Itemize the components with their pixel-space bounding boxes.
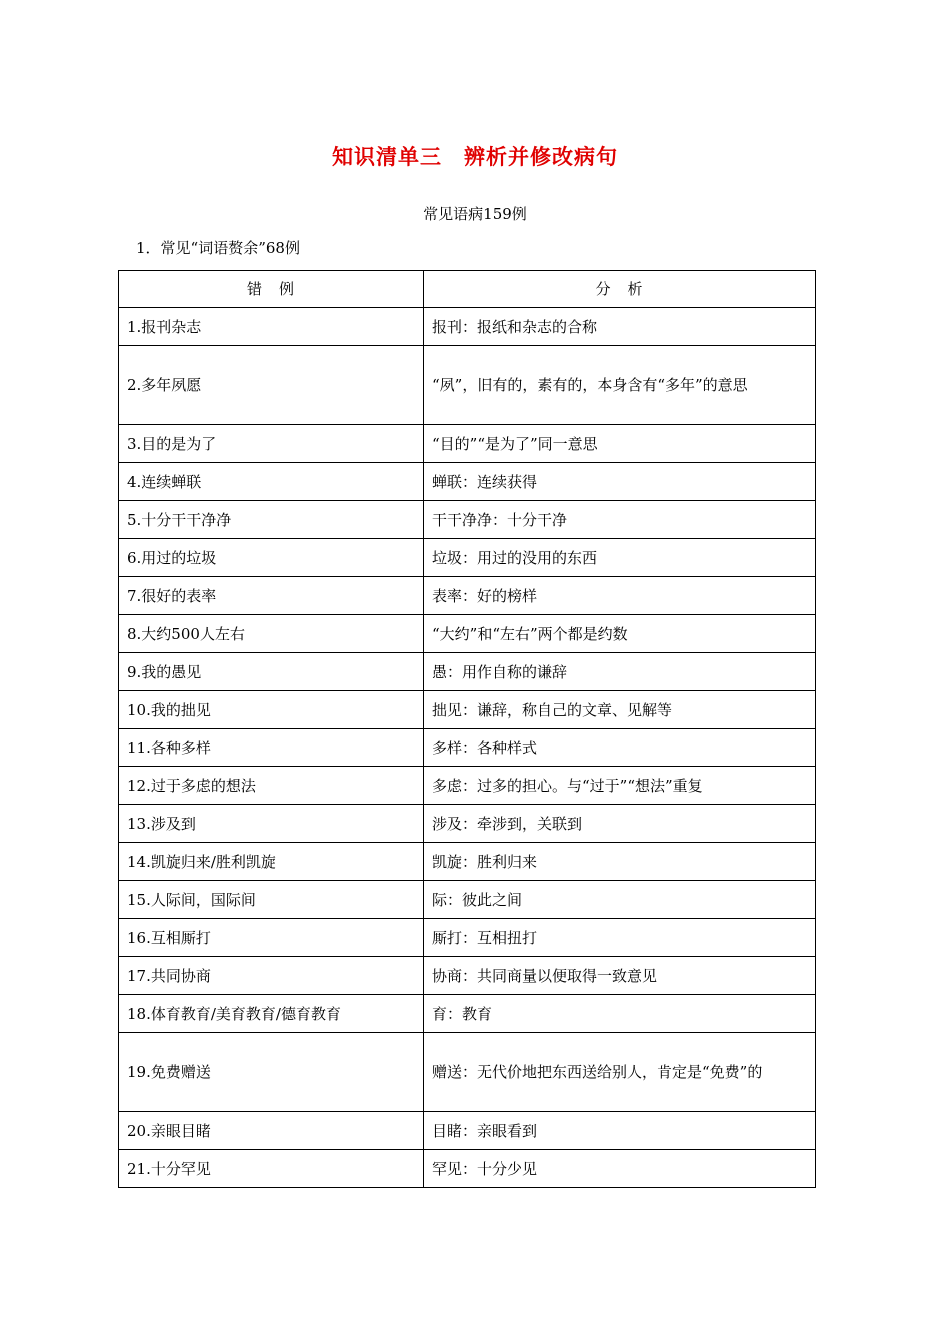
table-row: [119, 346, 816, 425]
example-cell: 12.过于多虑的想法: [119, 767, 424, 805]
example-cell: 7.很好的表率: [119, 577, 424, 615]
table-row: [119, 995, 816, 1033]
table-row: [119, 539, 816, 577]
table-row: [119, 805, 816, 843]
example-cell: 4.连续蝉联: [119, 463, 424, 501]
table-header-row: [119, 271, 816, 308]
column-header-example: 错 例: [119, 271, 424, 308]
example-cell: 6.用过的垃圾: [119, 539, 424, 577]
example-cell: 20.亲眼目睹: [119, 1112, 424, 1150]
analysis-cell: 多样：各种样式: [424, 729, 816, 767]
example-cell: 2.多年夙愿: [119, 346, 424, 425]
example-cell: 9.我的愚见: [119, 653, 424, 691]
analysis-cell: 厮打：互相扭打: [424, 919, 816, 957]
example-cell: 15.人际间，国际间: [119, 881, 424, 919]
section-heading: 1．常见“词语赘余”68例: [136, 239, 300, 257]
column-header-analysis: 分 析: [424, 271, 816, 308]
example-cell: 19.免费赠送: [119, 1033, 424, 1112]
analysis-cell: 垃圾：用过的没用的东西: [424, 539, 816, 577]
table-row: [119, 425, 816, 463]
analysis-cell: 际：彼此之间: [424, 881, 816, 919]
analysis-cell: 拙见：谦辞，称自己的文章、见解等: [424, 691, 816, 729]
analysis-cell: “夙”，旧有的，素有的，本身含有“多年”的意思: [424, 346, 816, 425]
example-cell: 5.十分干干净净: [119, 501, 424, 539]
example-cell: 21.十分罕见: [119, 1150, 424, 1188]
analysis-cell: “目的”“是为了”同一意思: [424, 425, 816, 463]
analysis-cell: “大约”和“左右”两个都是约数: [424, 615, 816, 653]
example-cell: 3.目的是为了: [119, 425, 424, 463]
error-examples-table: [118, 270, 816, 1188]
table-row: [119, 501, 816, 539]
subtitle: 常见语病159例: [423, 205, 527, 223]
table-row: [119, 1150, 816, 1188]
table-row: [119, 729, 816, 767]
table-row: [119, 1033, 816, 1112]
analysis-cell: 涉及：牵涉到，关联到: [424, 805, 816, 843]
analysis-cell: 表率：好的榜样: [424, 577, 816, 615]
analysis-cell: 多虑：过多的担心。与“过于”“想法”重复: [424, 767, 816, 805]
table-row: [119, 881, 816, 919]
table-row: [119, 308, 816, 346]
example-cell: 1.报刊杂志: [119, 308, 424, 346]
analysis-cell: 干干净净：十分干净: [424, 501, 816, 539]
example-cell: 16.互相厮打: [119, 919, 424, 957]
table-row: [119, 577, 816, 615]
example-cell: 10.我的拙见: [119, 691, 424, 729]
page-title: [0, 143, 950, 171]
example-cell: 11.各种多样: [119, 729, 424, 767]
analysis-cell: 育：教育: [424, 995, 816, 1033]
table-row: [119, 463, 816, 501]
example-cell: 17.共同协商: [119, 957, 424, 995]
example-cell: 14.凯旋归来/胜利凯旋: [119, 843, 424, 881]
title-part-2: 辨析并修改病句: [464, 144, 618, 169]
table-row: [119, 843, 816, 881]
analysis-cell: 凯旋：胜利归来: [424, 843, 816, 881]
table-row: [119, 653, 816, 691]
table-row: [119, 767, 816, 805]
example-cell: 13.涉及到: [119, 805, 424, 843]
table-row: [119, 919, 816, 957]
analysis-cell: 罕见：十分少见: [424, 1150, 816, 1188]
analysis-cell: 蝉联：连续获得: [424, 463, 816, 501]
title-part-1: 知识清单三: [332, 144, 442, 169]
table-row: [119, 615, 816, 653]
table-row: [119, 957, 816, 995]
example-cell: 8.大约500人左右: [119, 615, 424, 653]
analysis-cell: 愚：用作自称的谦辞: [424, 653, 816, 691]
analysis-cell: 协商：共同商量以便取得一致意见: [424, 957, 816, 995]
analysis-cell: 赠送：无代价地把东西送给别人，肯定是“免费”的: [424, 1033, 816, 1112]
analysis-cell: 报刊：报纸和杂志的合称: [424, 308, 816, 346]
table-row: [119, 691, 816, 729]
example-cell: 18.体育教育/美育教育/德育教育: [119, 995, 424, 1033]
table-row: [119, 1112, 816, 1150]
analysis-cell: 目睹：亲眼看到: [424, 1112, 816, 1150]
